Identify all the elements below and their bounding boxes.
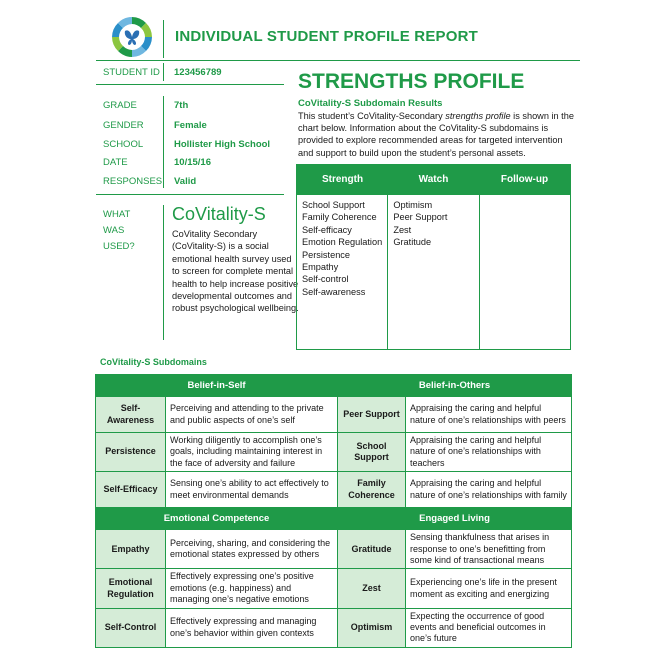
subdomain-name: School Support	[338, 433, 406, 472]
subdomain-name: Peer Support	[338, 397, 406, 433]
subdomain-definition: Effectively expressing one’s positive emotions (e.g. happiness) and managing one’s negative emotions	[166, 569, 338, 608]
strengths-profile-title: STRENGTHS PROFILE	[298, 70, 525, 93]
strengths-description: This student’s CoVitality-Secondary strengths profile is shown in the chart below. Information about the CoVitality-S subdomains is provided to explore recommended areas for targeted intervention and support to build upon the student’s personal assets.	[298, 111, 574, 158]
subdomains-label: CoVitality-S Subdomains	[100, 357, 207, 367]
strength-column	[297, 195, 387, 349]
watch-item: Optimism	[393, 200, 433, 210]
subdomain-definition: Appraising the caring and helpful nature of one’s relationships with family	[406, 472, 572, 508]
header-divider	[163, 20, 164, 58]
strength-item: Self-control	[302, 274, 349, 285]
subdomain-definition: Experiencing one’s life in the present moment as exciting and energizing	[406, 569, 572, 608]
strength-item: Persistence	[302, 249, 351, 260]
what-separator	[163, 205, 164, 340]
strength-column-header: Strength	[321, 174, 364, 185]
subdomain-name: Self-Control	[96, 608, 166, 647]
info-separator	[163, 96, 164, 188]
section-header-left: Belief-in-Self	[96, 375, 338, 397]
subdomain-name: Zest	[338, 569, 406, 608]
responses-label: RESPONSES	[103, 176, 163, 187]
watch-column-header: Watch	[418, 174, 449, 185]
section-header-row	[96, 375, 572, 397]
subdomain-row	[96, 472, 572, 508]
section-header-left: Emotional Competence	[96, 508, 338, 530]
followup-column	[479, 195, 570, 349]
subdomain-row	[96, 569, 572, 608]
strengths-profile-table	[296, 164, 571, 350]
id-rule	[96, 84, 284, 85]
subdomain-definition: Perceiving, sharing, and considering the emotional states expressed by others	[166, 530, 338, 569]
subdomain-name: Empathy	[96, 530, 166, 569]
subdomain-name: Emotional Regulation	[96, 569, 166, 608]
info-rule	[96, 194, 284, 195]
grade-value: 7th	[174, 100, 189, 111]
strength-item: Self-efficacy	[302, 224, 352, 235]
covitality-title: CoVitality-S	[172, 204, 266, 224]
subdomain-definition: Effectively expressing and managing one’s behavior within given contexts	[166, 608, 338, 647]
school-value: Hollister High School	[174, 139, 271, 150]
school-label: SCHOOL	[103, 139, 144, 150]
strength-item: School Support	[302, 200, 365, 210]
header-rule	[96, 60, 580, 61]
student-id-value: 123456789	[174, 67, 222, 78]
watch-column	[387, 195, 478, 349]
subdomain-row	[96, 608, 572, 647]
watch-item: Gratitude	[393, 237, 432, 248]
strength-item: Self-awareness	[302, 286, 366, 297]
profile-table-header	[297, 165, 570, 195]
subdomain-definition: Sensing one’s ability to act effectively to meet environmental demands	[166, 472, 338, 508]
subdomain-definition: Sensing thankfulness that arises in response to one’s benefitting from some kind of transactional means	[406, 530, 572, 569]
subdomain-definition: Perceiving and attending to the private and public aspects of one’s self	[166, 397, 338, 433]
section-header-row	[96, 508, 572, 530]
subdomain-definition: Expecting the occurrence of good events and beneficial outcomes in one’s future	[406, 608, 572, 647]
subdomain-results-subtitle: CoVitality-S Subdomain Results	[298, 98, 443, 109]
subdomain-name: Persistence	[96, 433, 166, 472]
subdomain-name: Gratitude	[338, 530, 406, 569]
subdomain-row	[96, 530, 572, 569]
covitality-description: CoVitality Secondary (CoVitality-S) is a social emotional health survey used to screen for complete mental health to help increase positive developmental outcomes and robust psychological wellbeing.	[172, 229, 299, 314]
strength-item: Empathy	[302, 262, 339, 273]
gender-value: Female	[174, 120, 207, 131]
what-was-used-label: WHAT WAS USED?	[103, 209, 135, 252]
subdomain-definition: Appraising the caring and helpful nature of one’s relationships with peers	[406, 397, 572, 433]
gender-label: GENDER	[103, 120, 144, 131]
subdomain-row	[96, 433, 572, 472]
section-header-right: Engaged Living	[338, 508, 572, 530]
subdomain-row	[96, 397, 572, 433]
followup-column-header: Follow-up	[500, 174, 549, 185]
covitality-logo-icon	[110, 15, 154, 59]
watch-item: Zest	[393, 224, 412, 235]
watch-item: Peer Support	[393, 212, 448, 223]
subdomain-name: Optimism	[338, 608, 406, 647]
id-separator	[163, 63, 164, 81]
student-id-label: STUDENT ID	[103, 67, 160, 78]
subdomain-definition: Appraising the caring and helpful nature of one’s relationships with teachers	[406, 433, 572, 472]
subdomains-table	[95, 374, 572, 648]
subdomain-name: Self-Efficacy	[96, 472, 166, 508]
subdomain-definition: Working diligently to accomplish one’s goals, including maintaining interest in the face of adversity and failure	[166, 433, 338, 472]
strength-item: Emotion Regulation	[302, 237, 383, 248]
subdomain-name: Self-Awareness	[96, 397, 166, 433]
responses-value: Valid	[174, 176, 197, 187]
subdomain-name: Family Coherence	[338, 472, 406, 508]
grade-label: GRADE	[103, 100, 137, 111]
strength-item: Family Coherence	[302, 212, 377, 223]
date-label: DATE	[103, 157, 128, 168]
report-title: INDIVIDUAL STUDENT PROFILE REPORT	[175, 28, 479, 45]
date-value: 10/15/16	[174, 157, 211, 168]
section-header-right: Belief-in-Others	[338, 375, 572, 397]
